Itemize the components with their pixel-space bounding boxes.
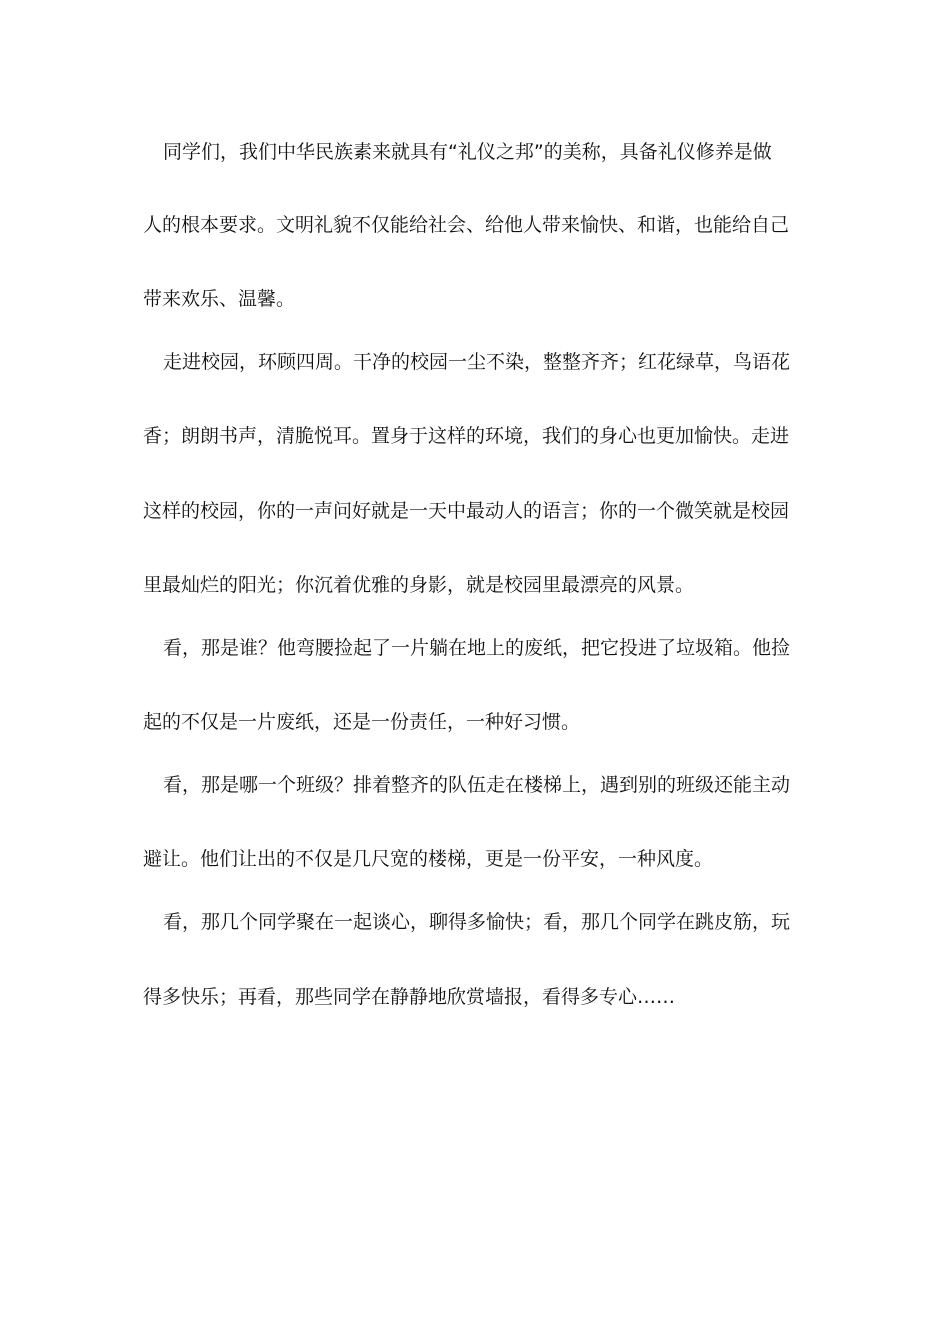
paragraph-5-line-2: 得多快乐；再看，那些同学在静静地欣赏墙报，看得多专心……: [143, 986, 676, 1008]
paragraph-2-line-3: 这样的校园，你的一声问好就是一天中最动人的语言；你的一个微笑就是校园: [143, 500, 790, 522]
paragraph-1-line-3: 带来欢乐、温馨。: [143, 288, 296, 310]
paragraph-3-line-1: 看，那是谁？他弯腰捡起了一片躺在地上的废纸，把它投进了垃圾箱。他捡: [163, 637, 791, 659]
paragraph-2-line-4: 里最灿烂的阳光；你沉着优雅的身影，就是校园里最漂亮的风景。: [143, 574, 695, 596]
paragraph-4-line-2: 避让。他们让出的不仅是几尺宽的楼梯，更是一份平安，一种风度。: [143, 848, 714, 870]
paragraph-1-line-2: 人的根本要求。文明礼貌不仅能给社会、给他人带来愉快、和谐，也能给自己: [143, 214, 790, 236]
paragraph-2-line-2: 香；朗朗书声，清脆悦耳。置身于这样的环境，我们的身心也更加愉快。走进: [143, 425, 790, 447]
paragraph-2-line-1: 走进校园，环顾四周。干净的校园一尘不染，整整齐齐；红花绿草，鸟语花: [163, 351, 791, 373]
paragraph-4-line-1: 看，那是哪一个班级？排着整齐的队伍走在楼梯上，遇到别的班级还能主动: [163, 774, 791, 796]
paragraph-5-line-1: 看，那几个同学聚在一起谈心，聊得多愉快；看，那几个同学在跳皮筋，玩: [163, 911, 791, 933]
paragraph-3-line-2: 起的不仅是一片废纸，还是一份责任，一种好习惯。: [143, 711, 581, 733]
paragraph-1-line-1: 同学们，我们中华民族素来就具有“礼仪之邦”的美称，具备礼仪修养是做: [163, 141, 772, 163]
